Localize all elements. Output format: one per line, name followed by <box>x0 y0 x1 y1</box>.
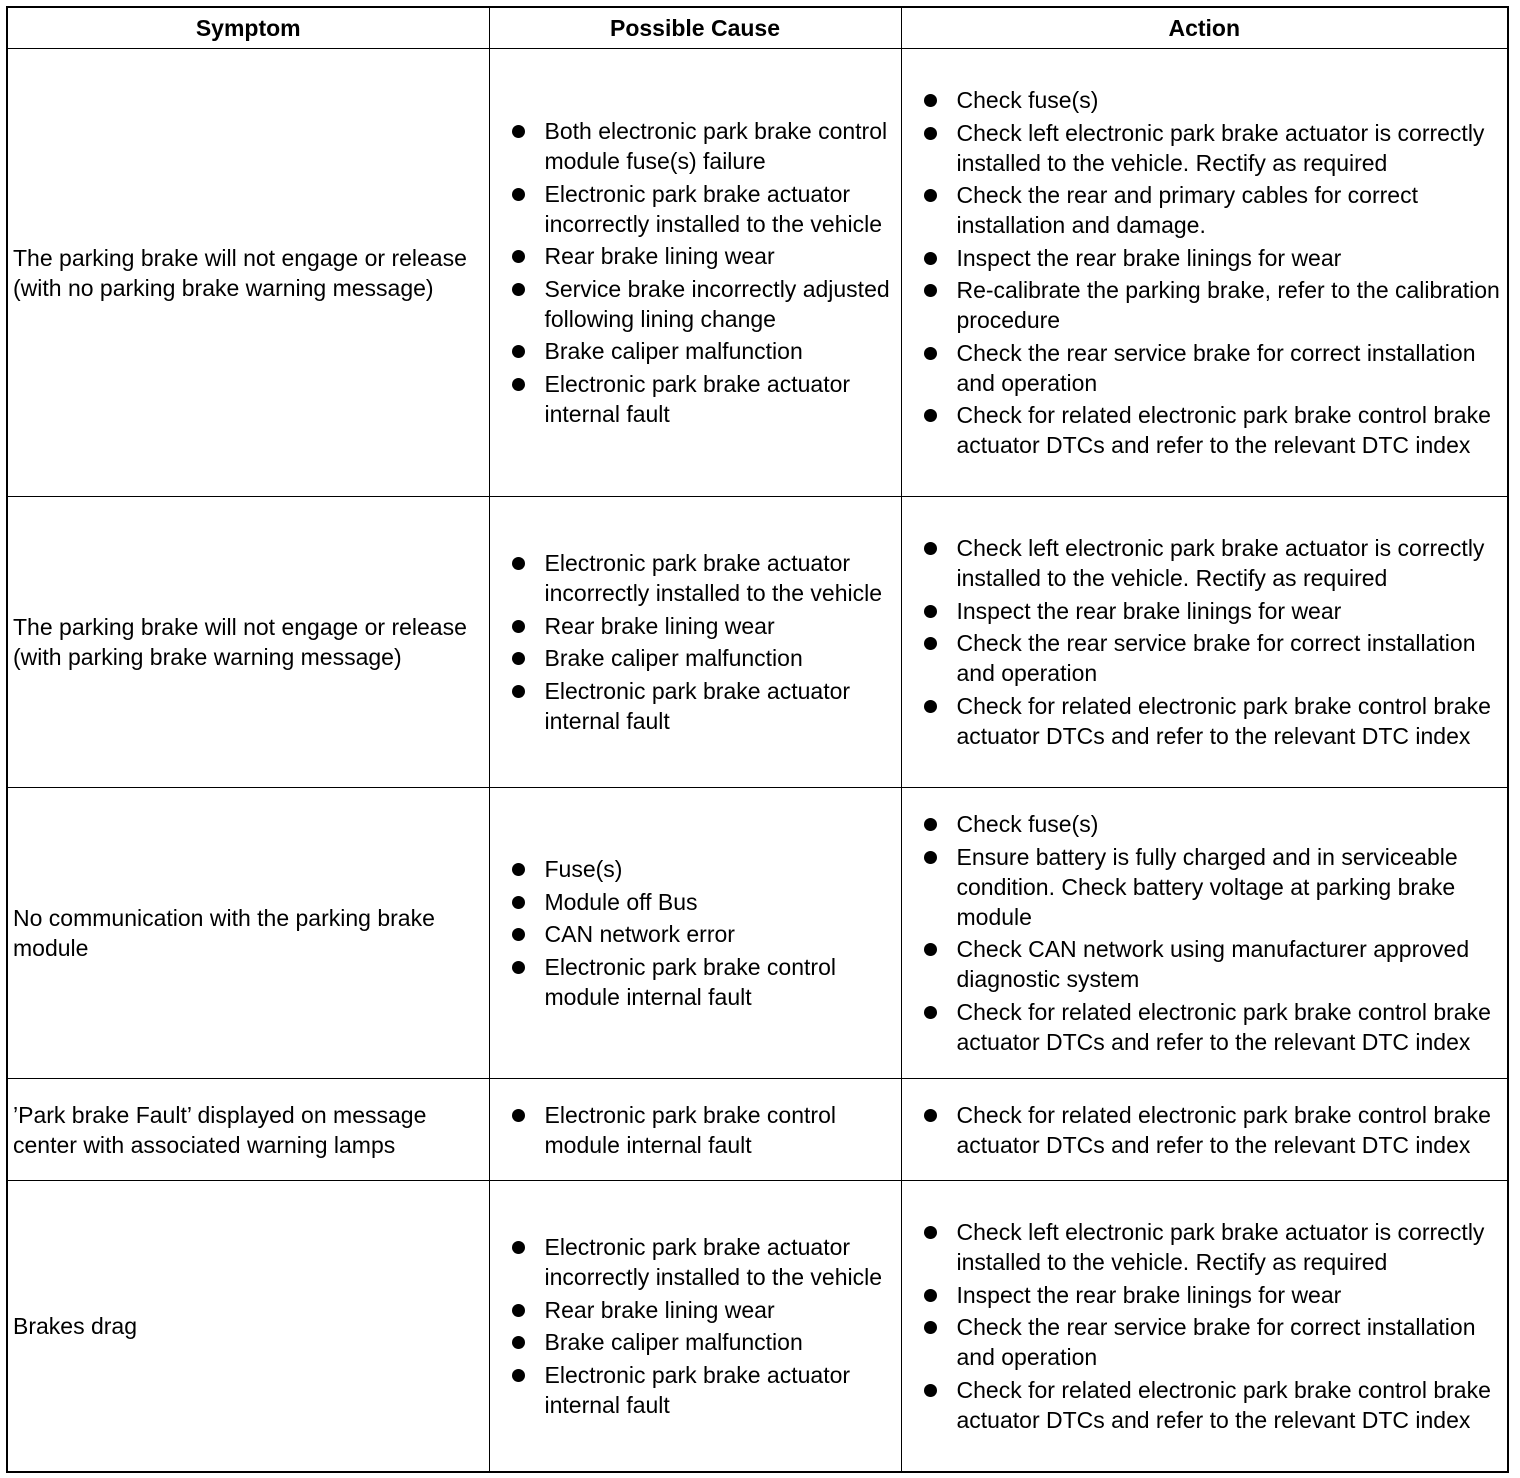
cause-item: Rear brake lining wear <box>512 241 895 271</box>
action-list <box>924 85 1506 460</box>
action-item: Check for related electronic park brake control brake actuator DTCs and refer to the relevant DTC index <box>924 1100 1506 1160</box>
table-row <box>7 1079 1508 1181</box>
cause-cell <box>489 49 901 497</box>
cause-item: Brake caliper malfunction <box>512 336 895 366</box>
cause-item: Electronic park brake control module internal fault <box>512 1100 895 1160</box>
action-item: Re-calibrate the parking brake, refer to the calibration procedure <box>924 275 1506 335</box>
action-item: Check fuse(s) <box>924 809 1506 839</box>
symptom-cell: No communication with the parking brake module <box>7 788 489 1079</box>
cause-cell <box>489 497 901 788</box>
cause-list <box>512 116 895 429</box>
action-item: Check fuse(s) <box>924 85 1506 115</box>
action-item: Check CAN network using manufacturer approved diagnostic system <box>924 934 1506 994</box>
header-action: Action <box>901 7 1508 49</box>
action-list <box>924 1100 1506 1160</box>
action-item: Check for related electronic park brake control brake actuator DTCs and refer to the relevant DTC index <box>924 997 1506 1057</box>
action-item: Check for related electronic park brake control brake actuator DTCs and refer to the relevant DTC index <box>924 1375 1506 1435</box>
action-item: Check the rear service brake for correct installation and operation <box>924 338 1506 398</box>
cause-item: Module off Bus <box>512 887 895 917</box>
cause-item: Brake caliper malfunction <box>512 1327 895 1357</box>
action-cell <box>901 49 1508 497</box>
action-item: Check the rear service brake for correct installation and operation <box>924 628 1506 688</box>
action-item: Check for related electronic park brake control brake actuator DTCs and refer to the relevant DTC index <box>924 691 1506 751</box>
cause-list <box>512 854 895 1012</box>
action-item: Check left electronic park brake actuator is correctly installed to the vehicle. Rectify as required <box>924 533 1506 593</box>
action-cell <box>901 788 1508 1079</box>
symptom-cell: Brakes drag <box>7 1181 489 1473</box>
action-item: Check left electronic park brake actuator is correctly installed to the vehicle. Rectify as required <box>924 118 1506 178</box>
header-possible-cause: Possible Cause <box>489 7 901 49</box>
action-item: Check for related electronic park brake control brake actuator DTCs and refer to the relevant DTC index <box>924 400 1506 460</box>
cause-list <box>512 548 895 736</box>
cause-list <box>512 1232 895 1420</box>
cause-item: Electronic park brake actuator incorrectly installed to the vehicle <box>512 179 895 239</box>
action-list <box>924 533 1506 751</box>
header-symptom: Symptom <box>7 7 489 49</box>
cause-item: Electronic park brake control module internal fault <box>512 952 895 1012</box>
cause-cell <box>489 1079 901 1181</box>
table-header-row <box>7 7 1508 49</box>
cause-item: Electronic park brake actuator incorrectly installed to the vehicle <box>512 1232 895 1292</box>
cause-item: Electronic park brake actuator internal fault <box>512 369 895 429</box>
cause-item: Rear brake lining wear <box>512 1295 895 1325</box>
action-item: Inspect the rear brake linings for wear <box>924 1280 1506 1310</box>
cause-item: Rear brake lining wear <box>512 611 895 641</box>
action-item: Ensure battery is fully charged and in serviceable condition. Check battery voltage at parking brake module <box>924 842 1506 932</box>
cause-item: CAN network error <box>512 919 895 949</box>
action-cell <box>901 497 1508 788</box>
symptom-cell: The parking brake will not engage or release (with no parking brake warning message) <box>7 49 489 497</box>
table-row <box>7 497 1508 788</box>
cause-item: Brake caliper malfunction <box>512 643 895 673</box>
action-item: Check the rear and primary cables for correct installation and damage. <box>924 180 1506 240</box>
action-list <box>924 1217 1506 1435</box>
action-item: Check the rear service brake for correct installation and operation <box>924 1312 1506 1372</box>
table-row <box>7 788 1508 1079</box>
table-row <box>7 1181 1508 1473</box>
symptom-cell: ’Park brake Fault’ displayed on message center with associated warning lamps <box>7 1079 489 1181</box>
cause-item: Fuse(s) <box>512 854 895 884</box>
cause-item: Service brake incorrectly adjusted following lining change <box>512 274 895 334</box>
action-item: Inspect the rear brake linings for wear <box>924 596 1506 626</box>
action-item: Inspect the rear brake linings for wear <box>924 243 1506 273</box>
symptom-cell: The parking brake will not engage or release (with parking brake warning message) <box>7 497 489 788</box>
cause-cell <box>489 788 901 1079</box>
cause-item: Electronic park brake actuator incorrectly installed to the vehicle <box>512 548 895 608</box>
cause-list <box>512 1100 895 1160</box>
cause-item: Electronic park brake actuator internal fault <box>512 1360 895 1420</box>
action-list <box>924 809 1506 1057</box>
cause-item: Both electronic park brake control module fuse(s) failure <box>512 116 895 176</box>
action-cell <box>901 1181 1508 1473</box>
cause-cell <box>489 1181 901 1473</box>
action-item: Check left electronic park brake actuator is correctly installed to the vehicle. Rectify as required <box>924 1217 1506 1277</box>
action-cell <box>901 1079 1508 1181</box>
cause-item: Electronic park brake actuator internal fault <box>512 676 895 736</box>
table-row <box>7 49 1508 497</box>
diagnostic-table <box>6 6 1509 1473</box>
